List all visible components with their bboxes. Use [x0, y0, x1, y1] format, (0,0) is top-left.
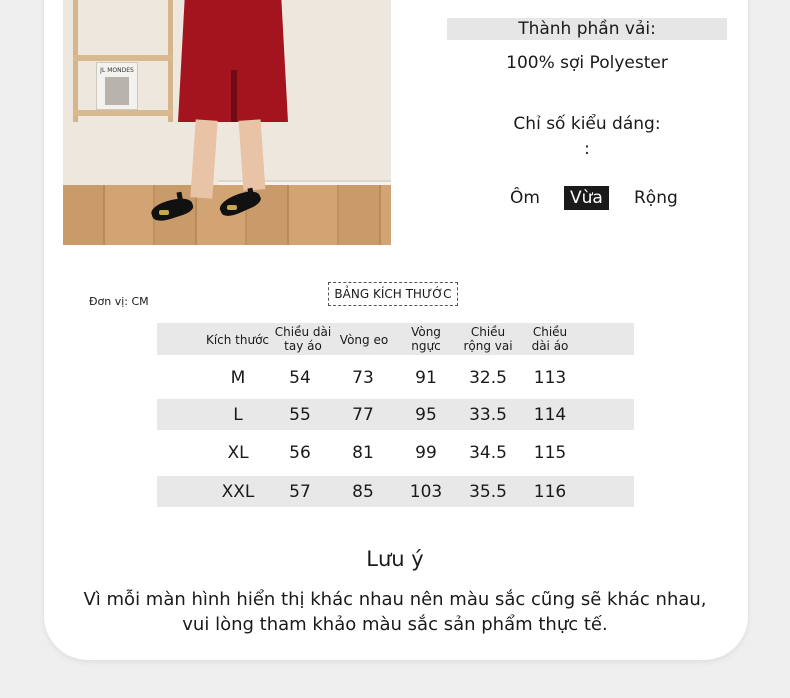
- unit-label: Đơn vị: CM: [89, 295, 149, 308]
- table-cell: 103: [409, 482, 443, 502]
- fabric-value: 100% sợi Polyester: [506, 53, 668, 73]
- table-cell: 113: [533, 368, 567, 388]
- table-cell: 56: [289, 443, 311, 463]
- product-photo: [63, 0, 391, 245]
- table-cell: 114: [533, 405, 567, 425]
- table-cell: M: [230, 368, 246, 388]
- header-size: Kích thước: [205, 333, 270, 347]
- table-cell: 95: [415, 405, 437, 425]
- fit-colon: :: [584, 139, 590, 159]
- header-chest: Vòng ngực: [411, 325, 441, 353]
- header-shoulder-width: Chiều rộng vai: [463, 325, 513, 353]
- table-cell: 33.5: [469, 405, 507, 425]
- left-buckle: [159, 210, 169, 215]
- table-cell: 73: [352, 368, 374, 388]
- fabric-label: Thành phần vải:: [447, 18, 727, 40]
- table-cell: 57: [289, 482, 311, 502]
- table-cell: 85: [352, 482, 374, 502]
- table-cell: 35.5: [469, 482, 507, 502]
- table-cell: 32.5: [469, 368, 507, 388]
- note-line-1: Vì mỗi màn hình hiển thị khác nhau nên màu sắc cũng sẽ khác nhau,: [83, 589, 707, 610]
- book-picture: [105, 77, 129, 105]
- right-buckle: [227, 205, 237, 210]
- table-cell: 54: [289, 368, 311, 388]
- shelf-board-top: [73, 55, 173, 61]
- note-line-2: vui lòng tham khảo màu sắc sản phẩm thực tế.: [182, 614, 608, 635]
- shelf-board-bottom: [73, 110, 173, 116]
- header-waist: Vòng eo: [339, 333, 389, 347]
- note-title: Lưu ý: [366, 547, 424, 571]
- header-length: Chiều dài áo: [531, 325, 569, 353]
- table-cell: 99: [415, 443, 437, 463]
- header-sleeve-length: Chiều dài tay áo: [274, 325, 332, 353]
- table-cell: 55: [289, 405, 311, 425]
- table-cell: XXL: [221, 482, 255, 502]
- table-cell: 77: [352, 405, 374, 425]
- fit-label: Chỉ số kiểu dáng:: [513, 114, 661, 134]
- table-cell: 91: [415, 368, 437, 388]
- fit-option-regular-selected: Vừa: [564, 186, 609, 210]
- table-cell: 115: [533, 443, 567, 463]
- table-cell: XL: [227, 443, 249, 463]
- table-cell: 34.5: [469, 443, 507, 463]
- fit-option-slim: Ôm: [510, 188, 540, 208]
- size-table-title: BẢNG KÍCH THƯỚC: [328, 282, 458, 306]
- table-cell: 116: [533, 482, 567, 502]
- fit-option-loose: Rộng: [634, 188, 678, 208]
- skirt-slit: [231, 70, 237, 122]
- table-cell: 81: [352, 443, 374, 463]
- photo-book: [96, 62, 138, 110]
- table-cell: L: [233, 405, 243, 425]
- book-text: JL MONDES: [100, 67, 134, 74]
